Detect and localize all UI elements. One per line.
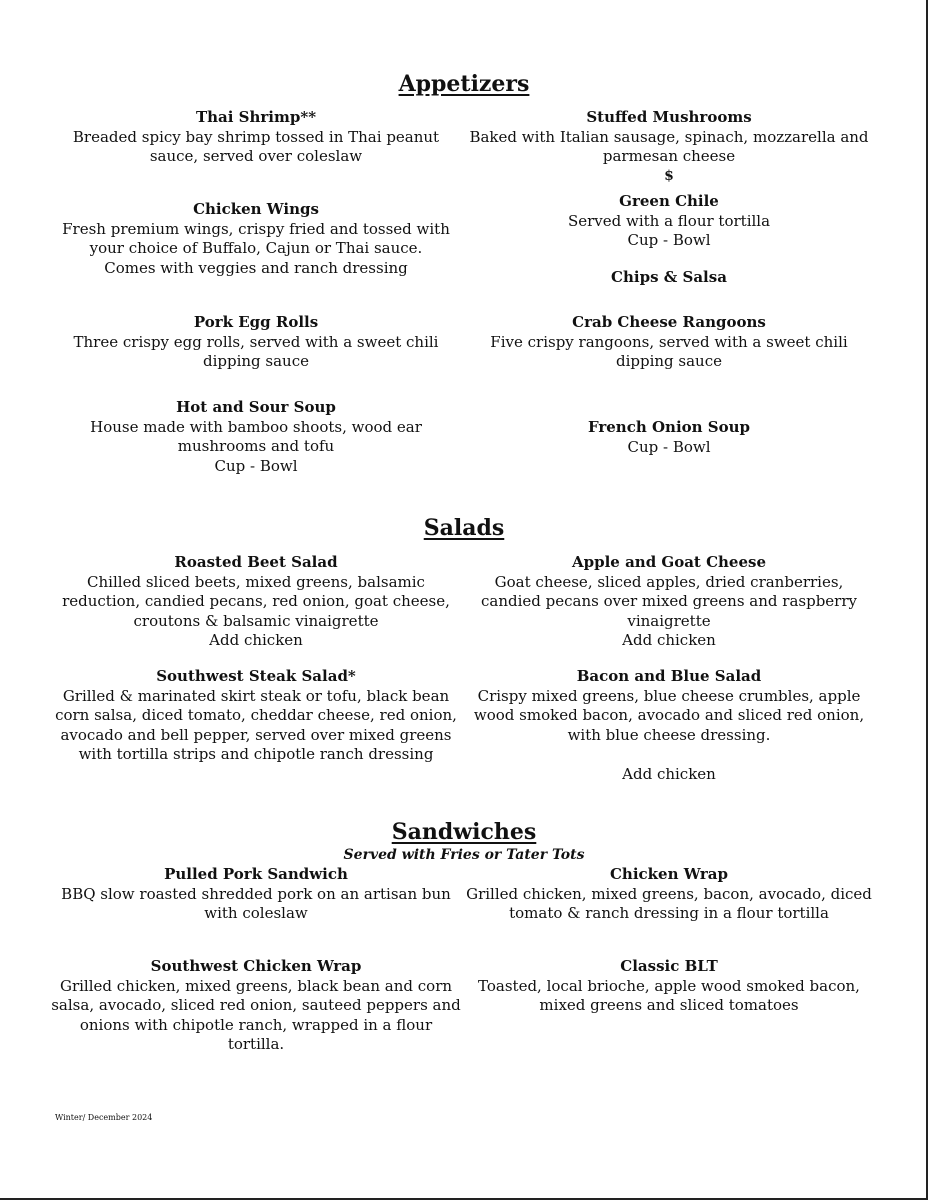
item-name: Pulled Pork Sandwich (164, 865, 348, 883)
menu-item-pulled-pork-sandwich (50, 865, 462, 924)
sandwiches-subtitle: Served with Fries or Tater Tots (343, 847, 585, 863)
menu-item-french-onion-soup (463, 418, 875, 457)
item-description: Grilled & marinated skirt steak or tofu, black bean corn salsa, diced tomato, cheddar cheese, red onion, avocado and bell pepper, served over mixed greens with tortilla strips and chipotle ranch dressing (55, 686, 457, 764)
item-addon: Add chicken (622, 764, 716, 783)
menu-item-apple-goat-cheese (463, 553, 875, 651)
menu-item-crab-rangoons (463, 313, 875, 372)
item-name: Roasted Beet Salad (174, 553, 338, 571)
menu-item-southwest-steak-salad (50, 667, 462, 765)
appetizers-heading: Appetizers (398, 71, 530, 97)
menu-item-pork-egg-rolls (50, 313, 462, 372)
item-name: Chips & Salsa (611, 268, 727, 286)
menu-item-stuffed-mushrooms (463, 108, 875, 186)
item-name: Hot and Sour Soup (176, 398, 336, 416)
item-description: Grilled chicken, mixed greens, bacon, avocado, diced tomato & ranch dressing in a flour tortilla (466, 884, 872, 923)
item-description: House made with bamboo shoots, wood ear mushrooms and tofu (90, 417, 422, 456)
item-description: Grilled chicken, mixed greens, black bean and corn salsa, avocado, sliced red onion, sauteed peppers and onions with chipotle ranch, wrapped in a flour tortilla. (51, 976, 461, 1054)
menu-item-bacon-blue-salad (463, 667, 875, 785)
sandwiches-heading: Sandwiches (391, 819, 537, 845)
item-name: Apple and Goat Cheese (571, 553, 767, 571)
menu-footer-date: Winter/ December 2024 (55, 1113, 153, 1122)
salads-heading: Salads (423, 515, 505, 541)
menu-item-hot-sour-soup (50, 398, 462, 476)
menu-item-classic-blt (463, 957, 875, 1016)
item-sizes: Cup - Bowl (627, 231, 711, 250)
item-description: Toasted, local brioche, apple wood smoked bacon, mixed greens and sliced tomatoes (478, 976, 860, 1015)
item-description: BBQ slow roasted shredded pork on an artisan bun with coleslaw (61, 884, 451, 923)
item-name: Crab Cheese Rangoons (572, 313, 766, 331)
item-name: Green Chile (619, 192, 719, 210)
item-description: Five crispy rangoons, served with a sweet chili dipping sauce (490, 332, 848, 371)
item-name: Bacon and Blue Salad (576, 667, 762, 685)
item-name: Classic BLT (620, 957, 718, 975)
menu-item-roasted-beet-salad (50, 553, 462, 651)
menu-item-chicken-wrap (463, 865, 875, 924)
item-description: Crispy mixed greens, blue cheese crumbles, apple wood smoked bacon, avocado and sliced red onion, with blue cheese dressing. (473, 686, 865, 744)
item-sizes: Cup - Bowl (214, 456, 298, 475)
menu-item-southwest-chicken-wrap (50, 957, 462, 1055)
item-name: Southwest Steak Salad* (156, 667, 356, 685)
item-note: Comes with veggies and ranch dressing (104, 258, 408, 277)
item-description: Chilled sliced beets, mixed greens, balsamic reduction, candied pecans, red onion, goat cheese, croutons & balsamic vinaigrette (62, 572, 450, 630)
menu-item-thai-shrimp (50, 108, 462, 167)
item-name: Thai Shrimp** (195, 108, 317, 126)
item-sizes: Cup - Bowl (627, 437, 711, 456)
item-description: Breaded spicy bay shrimp tossed in Thai peanut sauce, served over coleslaw (72, 127, 440, 166)
item-name: Southwest Chicken Wrap (150, 957, 362, 975)
menu-item-green-chile (463, 192, 875, 251)
item-description: Three crispy egg rolls, served with a sweet chili dipping sauce (73, 332, 439, 371)
item-name: French Onion Soup (587, 418, 751, 436)
item-description: Baked with Italian sausage, spinach, mozzarella and parmesan cheese (469, 127, 869, 166)
item-price: $ (664, 167, 674, 184)
item-description: Goat cheese, sliced apples, dried cranberries, candied pecans over mixed greens and raspberry vinaigrette (481, 572, 857, 630)
item-description: Fresh premium wings, crispy fried and tossed with your choice of Buffalo, Cajun or Thai sauce. (62, 219, 450, 258)
menu-item-chicken-wings (50, 200, 462, 278)
item-name: Chicken Wings (193, 200, 319, 218)
item-name: Pork Egg Rolls (193, 313, 319, 331)
item-name: Chicken Wrap (609, 865, 729, 883)
item-description: Served with a flour tortilla (567, 211, 771, 230)
menu-item-chips-salsa (463, 268, 875, 288)
item-addon: Add chicken (622, 631, 716, 650)
item-addon: Add chicken (209, 631, 303, 650)
item-name: Stuffed Mushrooms (586, 108, 752, 126)
